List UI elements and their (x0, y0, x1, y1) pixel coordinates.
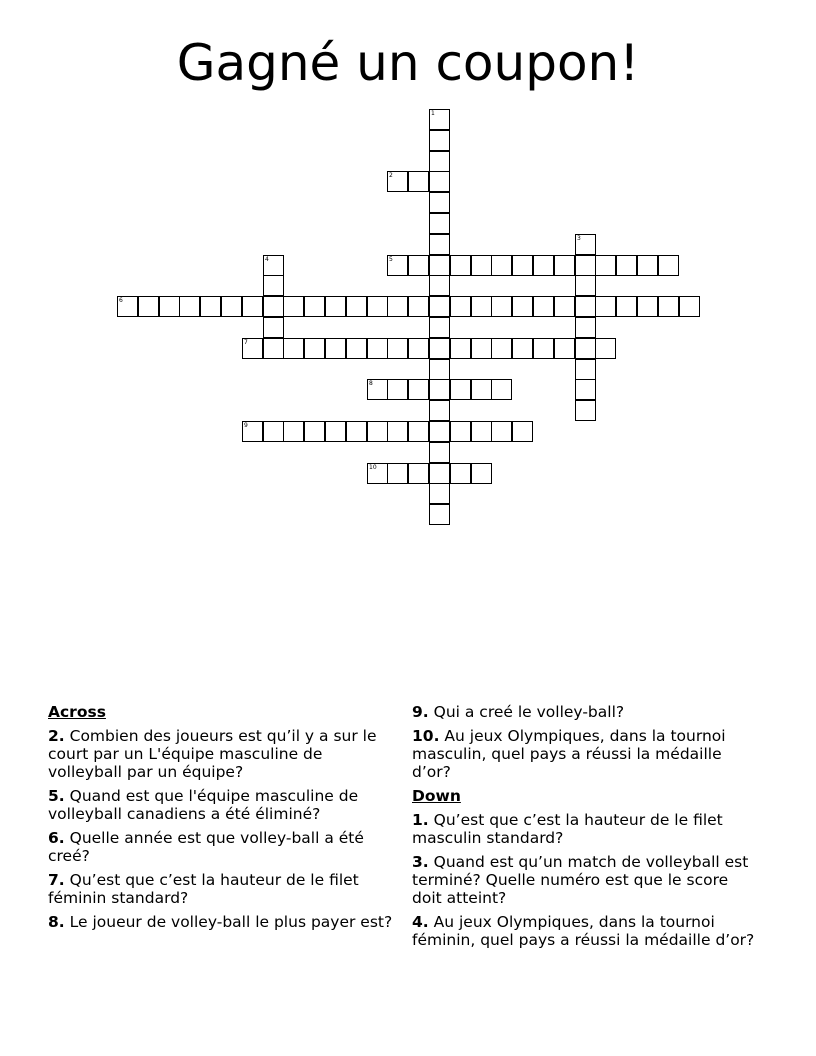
crossword-cell[interactable] (325, 421, 346, 442)
crossword-cell[interactable] (471, 296, 492, 317)
clue-across-2: 2. Combien des joueurs est qu’il y a sur le court par un L'équipe masculine de volleyball par un équipe? (48, 727, 377, 781)
crossword-cell[interactable] (367, 421, 388, 442)
clues-right-column (412, 703, 762, 955)
clue-across-7: 7. Qu’est que c’est la hauteur de le filet féminin standard? (48, 871, 359, 907)
crossword-cell[interactable] (429, 151, 450, 172)
crossword-cell[interactable] (450, 379, 471, 400)
clue-number: 1 (431, 110, 435, 117)
crossword-cell[interactable] (429, 192, 450, 213)
crossword-cell[interactable] (200, 296, 221, 317)
crossword-cell[interactable] (242, 296, 263, 317)
crossword-cell[interactable] (616, 296, 637, 317)
crossword-cell[interactable] (679, 296, 700, 317)
crossword-cell[interactable] (533, 338, 554, 359)
crossword-cell[interactable] (471, 463, 492, 484)
crossword-cell[interactable] (491, 421, 512, 442)
crossword-cell[interactable] (637, 255, 658, 276)
crossword-cell[interactable] (575, 255, 596, 276)
crossword-cell[interactable] (637, 296, 658, 317)
clue-number: 9 (244, 422, 248, 429)
crossword-cell[interactable] (575, 379, 596, 400)
crossword-cell[interactable] (221, 296, 242, 317)
crossword-cell[interactable] (283, 421, 304, 442)
crossword-cell[interactable] (429, 234, 450, 255)
clue-number: 7 (244, 339, 248, 346)
crossword-cell[interactable] (429, 359, 450, 380)
crossword-cell[interactable] (429, 421, 450, 442)
crossword-cell[interactable] (616, 255, 637, 276)
crossword-cell[interactable] (471, 379, 492, 400)
crossword-cell[interactable] (491, 296, 512, 317)
crossword-cell[interactable] (325, 338, 346, 359)
crossword-cell[interactable] (304, 296, 325, 317)
crossword-cell[interactable] (429, 317, 450, 338)
crossword-cell[interactable] (575, 400, 596, 421)
crossword-cell[interactable] (429, 213, 450, 234)
crossword-cell[interactable] (346, 338, 367, 359)
crossword-cell[interactable] (429, 504, 450, 525)
crossword-cell[interactable] (408, 379, 429, 400)
crossword-cell[interactable] (595, 338, 616, 359)
crossword-cell[interactable] (325, 296, 346, 317)
crossword-cell[interactable] (387, 379, 408, 400)
clue-number: 4 (265, 256, 269, 263)
crossword-cell[interactable] (595, 296, 616, 317)
crossword-cell[interactable] (283, 338, 304, 359)
crossword-cell[interactable] (429, 463, 450, 484)
crossword-cell[interactable] (575, 234, 596, 255)
crossword-cell[interactable] (367, 379, 388, 400)
clue-across-6: 6. Quelle année est que volley-ball a été creé? (48, 829, 364, 865)
crossword-cell[interactable] (387, 338, 408, 359)
crossword-cell[interactable] (304, 338, 325, 359)
crossword-cell[interactable] (429, 338, 450, 359)
crossword-cell[interactable] (450, 421, 471, 442)
crossword-cell[interactable] (658, 255, 679, 276)
crossword-cell[interactable] (408, 296, 429, 317)
crossword-cell[interactable] (554, 296, 575, 317)
crossword-cell[interactable] (595, 255, 616, 276)
crossword-cell[interactable] (575, 275, 596, 296)
crossword-cell[interactable] (242, 421, 263, 442)
crossword-cell[interactable] (429, 171, 450, 192)
crossword-cell[interactable] (554, 255, 575, 276)
crossword-cell[interactable] (159, 296, 180, 317)
crossword-cell[interactable] (429, 275, 450, 296)
crossword-cell[interactable] (471, 421, 492, 442)
crossword-cell[interactable] (387, 255, 408, 276)
crossword-cell[interactable] (387, 463, 408, 484)
crossword-cell[interactable] (408, 421, 429, 442)
crossword-cell[interactable] (658, 296, 679, 317)
crossword-cell[interactable] (408, 255, 429, 276)
clue-across-8: 8. Le joueur de volley-ball le plus payer est? (48, 913, 393, 931)
crossword-cell[interactable] (283, 296, 304, 317)
crossword-cell[interactable] (533, 296, 554, 317)
crossword-cell[interactable] (387, 421, 408, 442)
puzzle-title: Gagné un coupon! (176, 34, 640, 92)
crossword-cell[interactable] (512, 255, 533, 276)
clue-number: 3 (577, 235, 581, 242)
crossword-cell[interactable] (554, 338, 575, 359)
crossword-cell[interactable] (471, 338, 492, 359)
crossword-cell[interactable] (346, 421, 367, 442)
crossword-cell[interactable] (263, 255, 284, 276)
crossword-cell[interactable] (512, 338, 533, 359)
clue-down-4: 4. Au jeux Olympiques, dans la tournoi féminin, quel pays a réussi la médaille d’or? (412, 913, 755, 949)
crossword-cell[interactable] (387, 296, 408, 317)
crossword-cell[interactable] (304, 421, 325, 442)
clue-down-3: 3. Quand est qu’un match de volleyball est terminé? Quelle numéro est que le score doit atteint? (412, 853, 749, 907)
crossword-cell[interactable] (263, 296, 284, 317)
clue-number: 10 (369, 464, 377, 471)
crossword-cell[interactable] (471, 255, 492, 276)
crossword-cell[interactable] (429, 130, 450, 151)
crossword-cell[interactable] (575, 296, 596, 317)
clue-across-10: 10. Au jeux Olympiques, dans la tournoi masculin, quel pays a réussi la médaille d’or? (412, 727, 726, 781)
crossword-cell[interactable] (429, 296, 450, 317)
crossword-cell[interactable] (429, 255, 450, 276)
clue-down-1: 1. Qu’est que c’est la hauteur de le filet masculin standard? (412, 811, 723, 847)
down-heading: Down (412, 787, 461, 805)
crossword-cell[interactable] (367, 463, 388, 484)
crossword-cell[interactable] (117, 296, 138, 317)
crossword-cell[interactable] (429, 400, 450, 421)
crossword-cell[interactable] (429, 109, 450, 130)
crossword-cell[interactable] (533, 255, 554, 276)
crossword-cell[interactable] (450, 296, 471, 317)
crossword-cell[interactable] (429, 442, 450, 463)
crossword-cell[interactable] (575, 338, 596, 359)
clue-number: 2 (389, 172, 393, 179)
crossword-cell[interactable] (450, 338, 471, 359)
crossword-cell[interactable] (346, 296, 367, 317)
crossword-cell[interactable] (575, 317, 596, 338)
clue-across-5: 5. Quand est que l'équipe masculine de volleyball canadiens a été éliminé? (48, 787, 359, 823)
crossword-cell[interactable] (512, 421, 533, 442)
crossword-cell[interactable] (575, 359, 596, 380)
crossword-cell[interactable] (138, 296, 159, 317)
crossword-cell[interactable] (491, 338, 512, 359)
crossword-cell[interactable] (387, 171, 408, 192)
crossword-cell[interactable] (367, 338, 388, 359)
crossword-cell[interactable] (429, 379, 450, 400)
crossword-cell[interactable] (263, 421, 284, 442)
crossword-cell[interactable] (408, 171, 429, 192)
crossword-cell[interactable] (408, 463, 429, 484)
clues-left-column (48, 703, 393, 937)
crossword-cell[interactable] (450, 463, 471, 484)
clue-number: 6 (119, 297, 123, 304)
clue-number: 8 (369, 380, 373, 387)
crossword-cell[interactable] (263, 275, 284, 296)
crossword-cell[interactable] (491, 379, 512, 400)
across-heading: Across (48, 703, 106, 721)
clue-across-9: 9. Qui a creé le volley-ball? (412, 703, 625, 721)
crossword-cell[interactable] (491, 255, 512, 276)
crossword-cell[interactable] (179, 296, 200, 317)
crossword-cell[interactable] (367, 296, 388, 317)
crossword-cell[interactable] (242, 338, 263, 359)
crossword-cell[interactable] (263, 338, 284, 359)
crossword-cell[interactable] (263, 317, 284, 338)
clue-number: 5 (389, 256, 393, 263)
crossword-cell[interactable] (408, 338, 429, 359)
crossword-cell[interactable] (429, 483, 450, 504)
crossword-cell[interactable] (450, 255, 471, 276)
crossword-cell[interactable] (512, 296, 533, 317)
